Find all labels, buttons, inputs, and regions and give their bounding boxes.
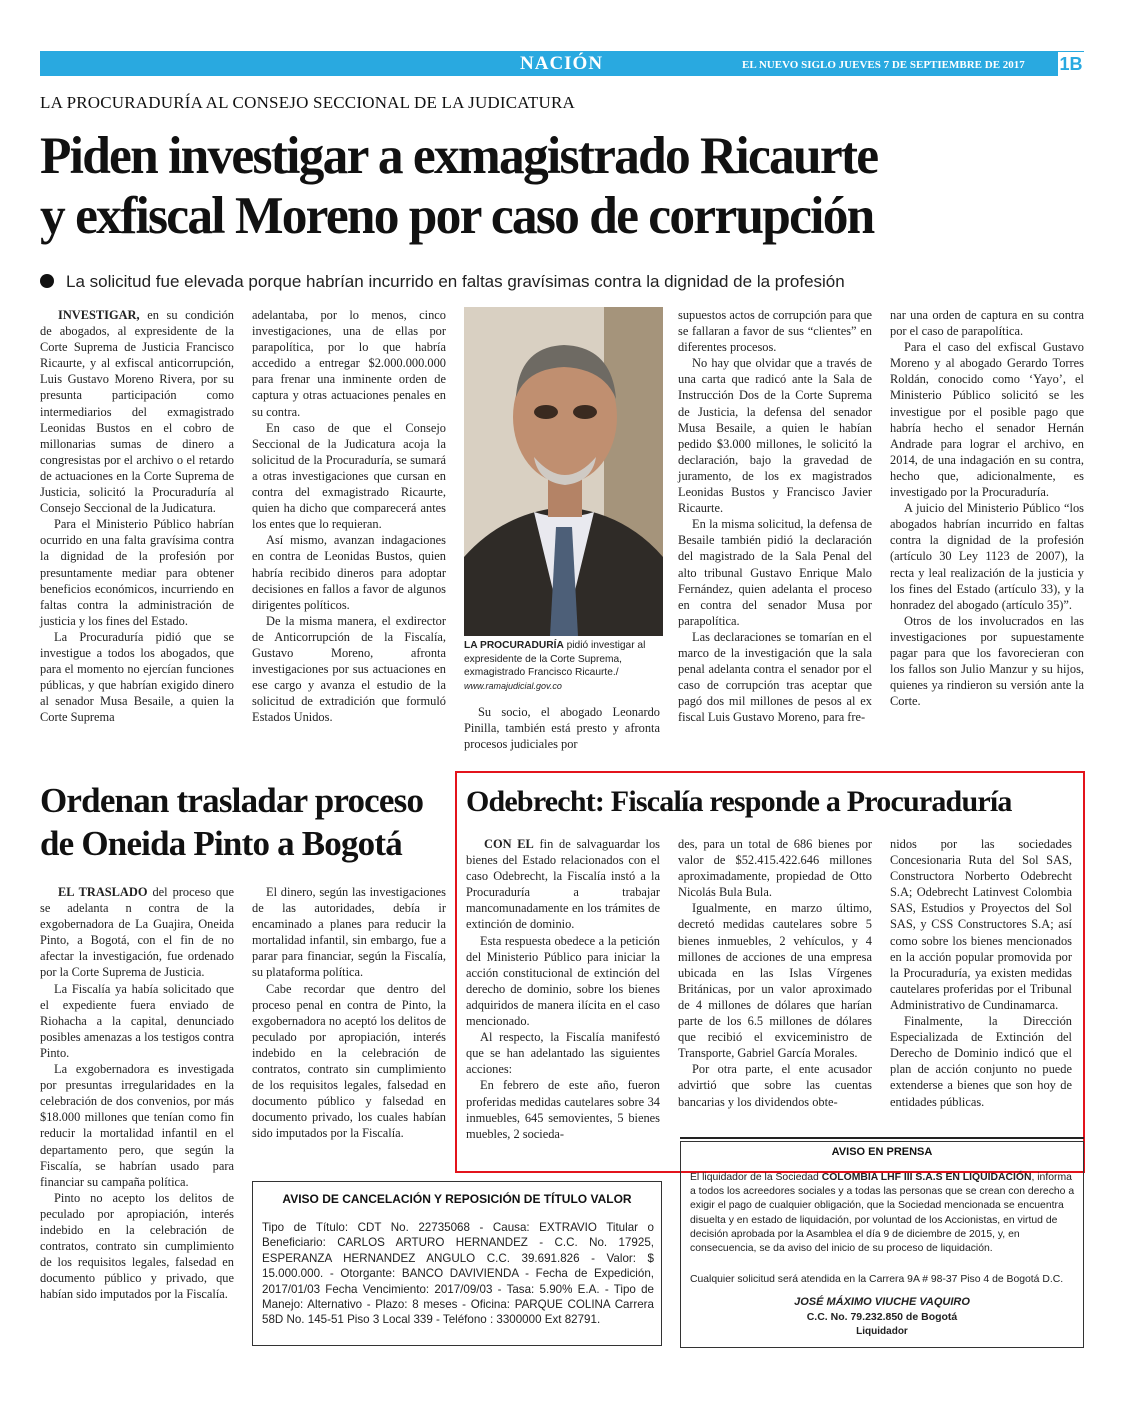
paragraph: Otros de los involucrados en las investigaciones por supuestamente pagar para que los favorecieran con los fallos son Julio Manzur y su hijos, quienes ya rindieron su versión ante la Corte. bbox=[890, 613, 1084, 709]
company-name: COLOMBIA LHF III S.A.S EN LIQUIDACIÓN bbox=[821, 1172, 1032, 1183]
main-headline-line-2: y exfiscal Moreno por caso de corrupción bbox=[40, 187, 874, 245]
oneida-headline: Ordenan trasladar proceso de Oneida Pinto a Bogotá bbox=[40, 781, 424, 863]
paragraph: Pinto no acepto los delitos de peculado por apropiación, interés indebido en la celebración de contratos, contrato sin cumplimiento de los requisitos legales, falsedad en documento público y privado, que habían sido imputados por la Fiscalía. bbox=[40, 1190, 234, 1302]
deck-bullet-icon bbox=[40, 274, 54, 288]
deck-text: La solicitud fue elevada porque habrían incurrido en faltas gravísimas contra la dignidad de la profesión bbox=[66, 272, 845, 291]
paragraph: INVESTIGAR, en su condición de abogados, al expresidente de la Corte Suprema de Justicia Francisco Ricaurte, y al exfiscal anticorrupción, Luis Gustavo Moreno Rivera, por su presunta participación como intermediarios del exmagistrado Leonidas Bustos en el cobro de millonarias sumas de dinero a congresistas por el archivo o el retardo de actuaciones en la Corte Suprema de Justicia, solicitó la Procuraduría al Consejo Seccional de la Judicatura. bbox=[40, 308, 234, 516]
paragraph: En febrero de este año, fueron proferidas medidas cautelares sobre 34 inmuebles, 645 semovientes, 5 bienes muebles, 2 socieda- bbox=[466, 1078, 660, 1141]
paragraph: adelantaba, por lo menos, cinco investigaciones, una de ellas por parapolítica, por lo que habría accedido a entregar $2.000.000.000 para frenar una inminente orden de captura y otras actuaciones penales en su contra. bbox=[252, 308, 446, 419]
lead-in: INVESTIGAR, bbox=[58, 308, 140, 322]
main-column-2 bbox=[252, 307, 446, 725]
main-column-5 bbox=[890, 307, 1084, 709]
paragraph: supuestos actos de corrupción para que se fallaran a favor de sus “clientes” en diferentes procesos. bbox=[678, 308, 872, 355]
paragraph: Su socio, el abogado Leonardo Pinilla, también está presto y afronta procesos judiciales por bbox=[464, 705, 660, 752]
photo-credit: www.ramajudicial.gov.co bbox=[464, 680, 562, 691]
paragraph: EL TRASLADO del proceso que se adelanta n contra de la exgobernadora de La Guajira, Oneida Pinto, a Bogotá, con el fin de no afectar la investigación, fue ordenado por la Corte Suprema de Justicia. bbox=[40, 885, 234, 980]
photo-caption: LA PROCURADURÍA pidió investigar al expresidente de la Corte Suprema, exmagistrado Francisco Ricaurte./ www.ramajudicial.gov.co bbox=[464, 639, 669, 693]
paragraph: Para el caso del exfiscal Gustavo Moreno y al abogado Gerardo Torres Roldán, conocido como ‘Yayo’, el Ministerio Público solicitó se les investigue por el posible pago que habría hecho el senador Hernán Andrade para lograr el archivo, en 2014, de una indagación en su contra, hecho que, adicionalmente, es investigado por la Procuraduría. bbox=[890, 340, 1084, 500]
paragraph: Al respecto, la Fiscalía manifestó que se han adelantado las siguientes acciones: bbox=[466, 1030, 660, 1077]
page-number: 1B bbox=[1058, 52, 1084, 77]
notice-prensa-top-rule bbox=[680, 1137, 1084, 1139]
main-kicker: LA PROCURADURÍA AL CONSEJO SECCIONAL DE LA JUDICATURA bbox=[40, 93, 575, 112]
paragraph: Igualmente, en marzo último, decretó medidas cautelares sobre 5 bienes inmuebles, 2 vehículos, y 4 millones de acciones de una empresa ubicada en las Islas Vírgenes Británicas, por un valor aproximado de 4 millones de dólares que harían parte de los 6.5 millones de dólares que recibió el exviceministro de Transporte, Gabriel García Morales. bbox=[678, 901, 872, 1061]
notice-prensa-address: Cualquier solicitud será atendida en la Carrera 9A # 98-37 Piso 4 de Bogotá D.C. bbox=[690, 1274, 1064, 1285]
odebrecht-column-2 bbox=[678, 836, 872, 1110]
paragraph: Por otra parte, el ente acusador advirtió que sobre las cuentas bancarias y los dividendos obte- bbox=[678, 1062, 872, 1109]
main-column-3-bottom bbox=[464, 704, 660, 752]
paragraph: nidos por las sociedades Concesionaria Ruta del Sol SAS, Constructora Norberto Odebrecht S.A; Odebrecht Latinvest Colombia SAS, Estudios y Proyectos del Sol SAS, y CSS Constructores S.A; así como sobre los bienes mencionados en la acción popular promovida por la Procuraduría, ya existen medidas cautelares proferidas por el Tribunal Administrativo de Cundinamarca. bbox=[890, 837, 1072, 1012]
ricaurte-photo bbox=[464, 307, 663, 636]
paragraph: En caso de que el Consejo Seccional de la Judicatura acoja la solicitud de la Procuraduría, se sumará a otras investigaciones que cursan en contra del exmagistrado Ricaurte, quien ha dicho que comparecerá antes los entes que lo requieran. bbox=[252, 420, 446, 532]
paragraph: No hay que olvidar que a través de una carta que radicó ante la Sala de Instrucción Dos de la Corte Suprema de Justicia, la defensa del senador Musa Besaile, a quien le habían pedido $3.000 millones, le solicitó la declaración, bajo la gravedad de juramento, de los ex magistrados Leonidas Bustos y Francisco Javier Ricaurte. bbox=[678, 356, 872, 516]
main-headline-line-1: Piden investigar a exmagistrado Ricaurte bbox=[40, 127, 878, 185]
paragraph: La exgobernadora es investigada por presuntas irregularidades en la celebración de dos convenios, por más $18.000 millones que tenían como fin reducir la mortalidad infantil en el departamento pero, que según la Fiscalía, se habrían usado para financiar su campaña política. bbox=[40, 1062, 234, 1189]
notice-prensa-signer-role: Liquidador bbox=[856, 1326, 908, 1337]
paragraph: A juicio del Ministerio Público “los abogados habrían incurrido en faltas contra la dignidad de la profesión (artículo 30 Ley 1123 de 2007), la recta y leal realización de la justicia y los fines del Estado (artículo 33), y la honradez del abogado (artículo 35)”. bbox=[890, 501, 1084, 612]
paragraph: Para el Ministerio Público habrían ocurrido en una falta gravísima contra la dignidad de la profesión por presuntamente mediar para obtener beneficios económicos, incurriendo en faltas contra la administración de justicia y los fines del Estado. bbox=[40, 517, 234, 628]
odebrecht-headline: Odebrecht: Fiscalía responde a Procuraduría bbox=[466, 785, 1012, 818]
paragraph: Cabe recordar que dentro del proceso penal en contra de Pinto, la exgobernadora no aceptó los delitos de peculado por apropiación, interés indebido en la celebración de contratos, contrato sin cumplimiento de los requisitos legales, falsedad en documento público y falsedad en documento privado, los cuales habían sido imputados por la Fiscalía. bbox=[252, 981, 446, 1141]
paragraph: En la misma solicitud, la defensa de Besaile también pidió la declaración del magistrado de la Sala Penal del alto tribunal Gustavo Enrique Malo Fernández, quien adelanta el proceso en contra del senador Musa por parapolítica. bbox=[678, 517, 872, 628]
main-column-1 bbox=[40, 307, 234, 725]
notice-prensa-signer: JOSÉ MÁXIMO VIUCHE VAQUIRO bbox=[794, 1296, 970, 1308]
lead-in: CON EL bbox=[484, 837, 534, 851]
main-column-4 bbox=[678, 307, 872, 725]
oneida-column-2 bbox=[252, 884, 446, 1142]
paragraph: Las declaraciones se tomarían en el marco de la investigación que la sala penal adelanta contra el senador por el caso de corrupción tras aceptar que pagó dos mil millones de pesos al ex fiscal Luis Gustavo Moreno, para fre- bbox=[678, 629, 872, 725]
section-name: NACIÓN bbox=[520, 53, 604, 74]
portrait-illustration bbox=[464, 307, 663, 636]
paragraph: CON EL fin de salvaguardar los bienes del Estado relacionados con el caso Odebrecht, la Fiscalía instó a la Procuraduría a trabajar mancomunadamente en los trámites de extinción de dominio. bbox=[466, 837, 660, 932]
paragraph: Finalmente, la Dirección Especializada de Extinción del Derecho de Dominio indicó que el plan de acción conjunto no puede extenderse a bienes que son hoy de entidades públicas. bbox=[890, 1014, 1072, 1109]
dateline: EL NUEVO SIGLO JUEVES 7 DE SEPTIEMBRE DE 2017 bbox=[742, 59, 1025, 71]
notice-titulo-title: AVISO DE CANCELACIÓN Y REPOSICIÓN DE TÍTULO VALOR bbox=[282, 1192, 632, 1206]
paragraph: La Procuraduría pidió que se investigue a todos los abogados, que para el momento no ejercían funciones públicas, y que habrían exigido dinero al senador Musa Besaile, a quien la Corte Suprema bbox=[40, 629, 234, 725]
notice-titulo-body: Tipo de Título: CDT No. 22735068 - Causa: EXTRAVIO Titular o Beneficiario: CARLOS ARTURO HERNANDEZ - C.C. No. 17925, ESPERANZA HERNANDEZ ANGULO C.C. 39.691.826 - Valor: $ 15.000.000. - Otorgante: BANCO DAVIVIENDA - Fecha de Expedición, 2017/01/03 Fecha Vencimiento: 2017/09/03 - Tasa: 5.90% E.A. - Tipo de Manejo: Alternativo - Plazo: 8 meses - Oficina: PARQUE COLINA Carrera 58D No. 145-51 Piso 3 Local 339 - Teléfono : 3300000 Ext 82791. bbox=[262, 1221, 654, 1327]
main-deck bbox=[40, 272, 845, 292]
notice-prensa-title: AVISO EN PRENSA bbox=[831, 1146, 933, 1158]
paragraph: des, para un total de 686 bienes por valor de $52.415.422.646 millones aproximadamente, propiedad de Otto Nicolás Bula Bula. bbox=[678, 837, 872, 900]
odebrecht-column-3 bbox=[890, 836, 1072, 1110]
paragraph: Así mismo, avanzan indagaciones en contra de Leonidas Bustos, quien habría recibido dineros para adoptar decisiones en fallos a favor de algunos dirigentes políticos. bbox=[252, 533, 446, 612]
oneida-column-1 bbox=[40, 884, 234, 1302]
paragraph: La Fiscalía ya había solicitado que el expediente fuera enviado de Riohacha a la capital, denunciado posibles amenazas a los testigos contra Pinto. bbox=[40, 981, 234, 1060]
paragraph: nar una orden de captura en su contra por el caso de parapolítica. bbox=[890, 308, 1084, 339]
notice-prensa-signer-id: C.C. No. 79.232.850 de Bogotá bbox=[806, 1311, 958, 1323]
paragraph: De la misma manera, el exdirector de Anticorrupción de la Fiscalía, Gustavo Moreno, afronta investigaciones por sus actuaciones en ese cargo y avanza el estudio de la solicitud de extradición que formuló Estados Unidos. bbox=[252, 613, 446, 725]
paragraph: El dinero, según las investigaciones de las autoridades, debía ir encaminado a planes para reducir la mortalidad infantil, sin embargo, fue a parar para financiar, según la Fiscalía, su plataforma política. bbox=[252, 885, 446, 980]
notice-prensa-body: El liquidador de la Sociedad COLOMBIA LHF III S.A.S EN LIQUIDACIÓN, informa a todos los acreedores sociales y a todas las personas que se crean con derecho a exigir el pago de cualquier obligación, que la Sociedad mencionada se encuentra disuelta y en estado de liquidación, por voluntad de los Accionistas, en virtud de decisión aprobada por la Asamblea el día 9 de diciembre de 2015, y, en consecuencia, se da aviso del inicio de su proceso de liquidación. bbox=[690, 1172, 1075, 1255]
odebrecht-column-1 bbox=[466, 836, 660, 1142]
main-headline bbox=[40, 126, 1068, 246]
lead-in: EL TRASLADO bbox=[58, 885, 148, 899]
paragraph: Esta respuesta obedece a la petición del Ministerio Público para iniciar la acción constitucional de extinción del derecho de dominio, sobre los bienes adquiridos de manera ilícita en el caso mencionado. bbox=[466, 933, 660, 1029]
